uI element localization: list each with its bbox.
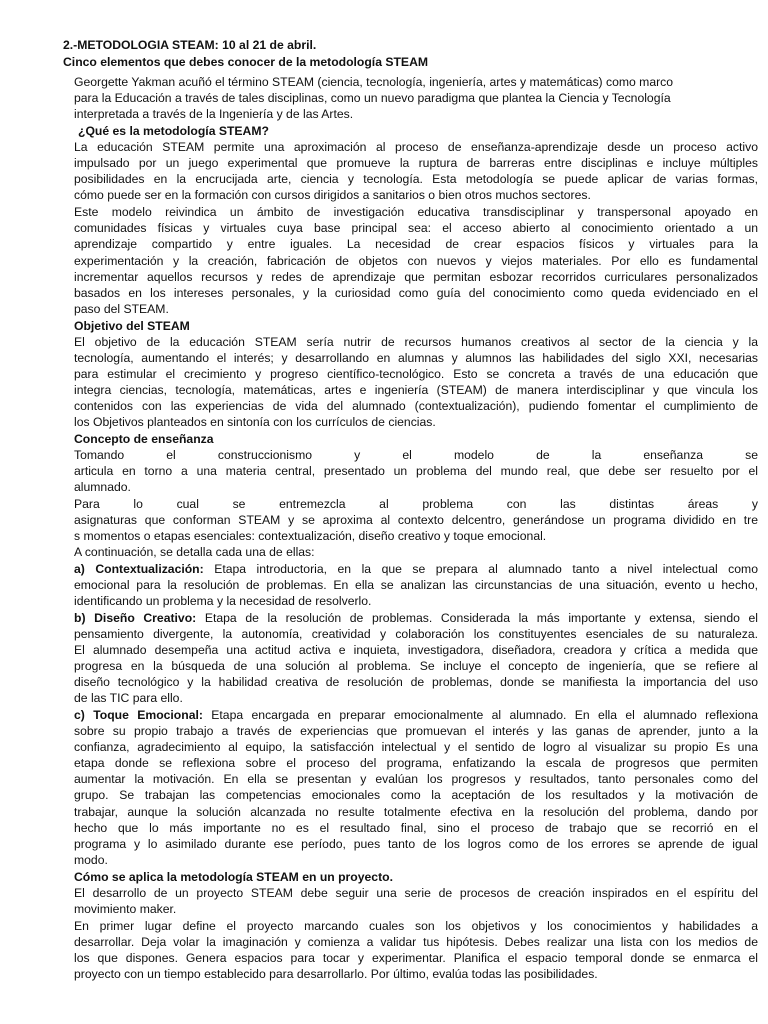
paragraph-line: El alumnado desempeña una actitud activa e inquieta, investigadora, diseñadora, creadora y crítica a medida que: [74, 643, 758, 657]
paragraph-line: movimiento maker.: [74, 902, 177, 916]
stage-label: c) Toque Emocional:: [74, 708, 203, 722]
stage-label: a) Contextualización:: [74, 562, 204, 576]
paragraph-line: El desarrollo de un proyecto STEAM debe seguir una serie de procesos de creación inspirados en el espíritu del: [74, 886, 758, 900]
paragraph-line: cómo puede ser en la formación con cursos dirigidos a sanitarios o bien otros muchos sectores.: [74, 188, 591, 202]
paragraph-line: interpretada a través de la Ingeniería y de las Artes.: [74, 107, 354, 121]
paragraph-line: los que dispones. Genera espacios para tocar y experimentar. Planifica el espacio temporal donde se enmarca el: [74, 951, 758, 965]
paragraph-line: grupo. Se trabajan las competencias emocionales como la aceptación de los resultados y la motivación de: [74, 788, 758, 802]
paragraph-line: aumentar la motivación. En ella se presentan y evalúan los progresos y resultados, tanto personales como del: [74, 772, 758, 786]
paragraph-line: incrementar aquellos recursos y redes de aprendizaje que permitan esbozar recorridos curriculares personalizados: [74, 270, 758, 284]
paragraph-line: proyecto con un tiempo establecido para desarrollarlo. Por último, evalúa todas las posibilidades.: [74, 967, 598, 981]
paragraph-line: paso del STEAM.: [74, 302, 169, 316]
document-title: 2.-METODOLOGIA STEAM: 10 al 21 de abril.: [63, 38, 317, 52]
paragraph-line: Para lo cual se entremezcla al problema con las distintas áreas y: [74, 497, 758, 511]
paragraph-line: alumnado.: [74, 480, 131, 494]
stage-label: b) Diseño Creativo:: [74, 611, 197, 625]
paragraph-line: Georgette Yakman acuñó el término STEAM (ciencia, tecnología, ingeniería, artes y matemáticas) como marco: [74, 75, 674, 89]
paragraph-line: c) Toque Emocional: Etapa encargada en preparar emocionalmente al alumnado. En ella el alumnado reflexiona: [74, 708, 758, 722]
paragraph-line: posibilidades en la encrucijada arte, ciencia y tecnología. Esta metodología se puede aplicar de varias formas,: [74, 172, 758, 186]
paragraph-line: El objetivo de la educación STEAM sería nutrir de recursos humanos creativos al sector de la ciencia y la: [74, 335, 758, 349]
paragraph-line: tecnología, aumentando el interés; y desarrollando en alumnas y alumnos las habilidades del siglo XXI, necesarias: [74, 351, 758, 365]
paragraph-line: los Objetivos planteados en sintonía con los currículos de ciencias.: [74, 415, 436, 429]
paragraph-line: desarrollar. Deja volar la imaginación y comienza a validar tus hipótesis. Debes realizar una lista con los medios de: [74, 935, 758, 949]
paragraph-line: hecho que lo más importante no es el resultado final, sino el proceso de trabajo que se recorrió en el: [74, 821, 758, 835]
section-heading: Concepto de enseñanza: [74, 432, 214, 446]
paragraph-line: contenidos con las experiencias de vida del alumnado (contextualización), pudiendo fomentar el cumplimiento de: [74, 399, 758, 413]
paragraph-line: experimentación y la creación, fabricación de objetos con nuevos y viejos materiales. Por ello es fundamental: [74, 254, 758, 268]
paragraph-line: trabajar, aunque la solución alcanzada no resulte totalmente efectiva en la resolución del problema, dando por: [74, 805, 758, 819]
paragraph-line: para la Educación a través de tales disciplinas, como un nuevo paradigma que plantea la Ciencia y Tecnología: [74, 91, 671, 105]
paragraph-line: En primer lugar define el proyecto marcando cuales son los objetivos y los conocimientos y habilidades a: [74, 919, 758, 933]
paragraph-line: integra ciencias, tecnología, matemáticas, artes e ingeniería (STEAM) de manera interdisciplinar y que vincula los: [74, 383, 758, 397]
paragraph-line: etapa donde se reflexiona sobre el proceso del programa, enfatizando la escala de progresos que permiten: [74, 756, 758, 770]
document-subtitle: Cinco elementos que debes conocer de la metodología STEAM: [63, 55, 429, 69]
paragraph-line: programa y lo asimilado durante ese período, pues tanto de los logros como de los errores se aprende de igual: [74, 837, 758, 851]
paragraph-line: aprendizaje compartido y entre iguales. La necesidad de crear espacios físicos y virtuales para la: [74, 237, 758, 251]
paragraph-line: b) Diseño Creativo: Etapa de la resolución de problemas. Considerada la más importante y extensa, siendo el: [74, 611, 758, 625]
paragraph-line: La educación STEAM permite una aproximación al proceso de enseñanza-aprendizaje desde un proceso activo: [74, 140, 758, 154]
paragraph-line: Este modelo reivindica un ámbito de investigación educativa transdisciplinar y transpersonal apoyado en: [74, 205, 758, 219]
paragraph-line: emocional para la resolución de problemas. En ella se analizan las circunstancias de una situación, evento u hecho,: [74, 578, 758, 592]
paragraph-line: articula en torno a una materia central, presentado un problema del mundo real, que debe ser resuelto por el: [74, 464, 758, 478]
paragraph-line: de las TIC para ello.: [74, 691, 183, 705]
paragraph-line: impulsado por un juego experimental que promueve la ruptura de barreras entre disciplinas e incluye múltiples: [74, 156, 758, 170]
paragraph-line: Tomando el construccionismo y el modelo de la enseñanza se: [74, 448, 758, 462]
section-heading: ¿Qué es la metodología STEAM?: [78, 124, 269, 138]
paragraph-line: para estimular el crecimiento y progreso científico-tecnológico. Esto se concreta a través de una educación que: [74, 367, 758, 381]
paragraph-line: confianza, agradecimiento al equipo, la satisfacción intelectual y el sentido de logro al visualizar su propio Es una: [74, 740, 758, 754]
paragraph-line: A continuación, se detalla cada una de ellas:: [74, 545, 315, 559]
paragraph-line: asignaturas que conforman STEAM y se aproxima al contexto delcentro, generándose un programa dividido en tre: [74, 513, 758, 527]
section-heading: Objetivo del STEAM: [74, 319, 190, 333]
paragraph-line: s momentos o etapas esenciales: contextualización, diseño creativo y toque emocional.: [74, 529, 547, 543]
paragraph-line: a) Contextualización: Etapa introductoria, en la que se prepara al alumnado tanto a nivel intelectual como: [74, 562, 758, 576]
paragraph-line: pensamiento divergente, la autonomía, creatividad y colaboración los constituyentes esenciales de su naturaleza.: [74, 627, 758, 641]
paragraph-line: modo.: [74, 853, 108, 867]
paragraph-line: progresa en la búsqueda de una solución al problema. Se incluye el concepto de ingeniería, que se refiere al: [74, 659, 758, 673]
paragraph-line: identificando un problema y la necesidad de resolverlo.: [74, 594, 372, 608]
paragraph-line: diseño tecnológico y la habilidad creativa de resolución de problemas, donde se manifiesta la importancia del uso: [74, 675, 758, 689]
paragraph-line: basados en los intereses personales, y la curiosidad como guía del conocimiento como queda evidenciado en el: [74, 286, 758, 300]
paragraph-line: sobre su propio trabajo a través de experiencias que promuevan el interés y las ganas de aprender, junto a la: [74, 724, 758, 738]
section-heading: Cómo se aplica la metodología STEAM en un proyecto.: [74, 870, 393, 884]
paragraph-line: comunidades físicas y virtuales cuya base principal sea: el acceso abierto al conocimiento orientado a un: [74, 221, 758, 235]
